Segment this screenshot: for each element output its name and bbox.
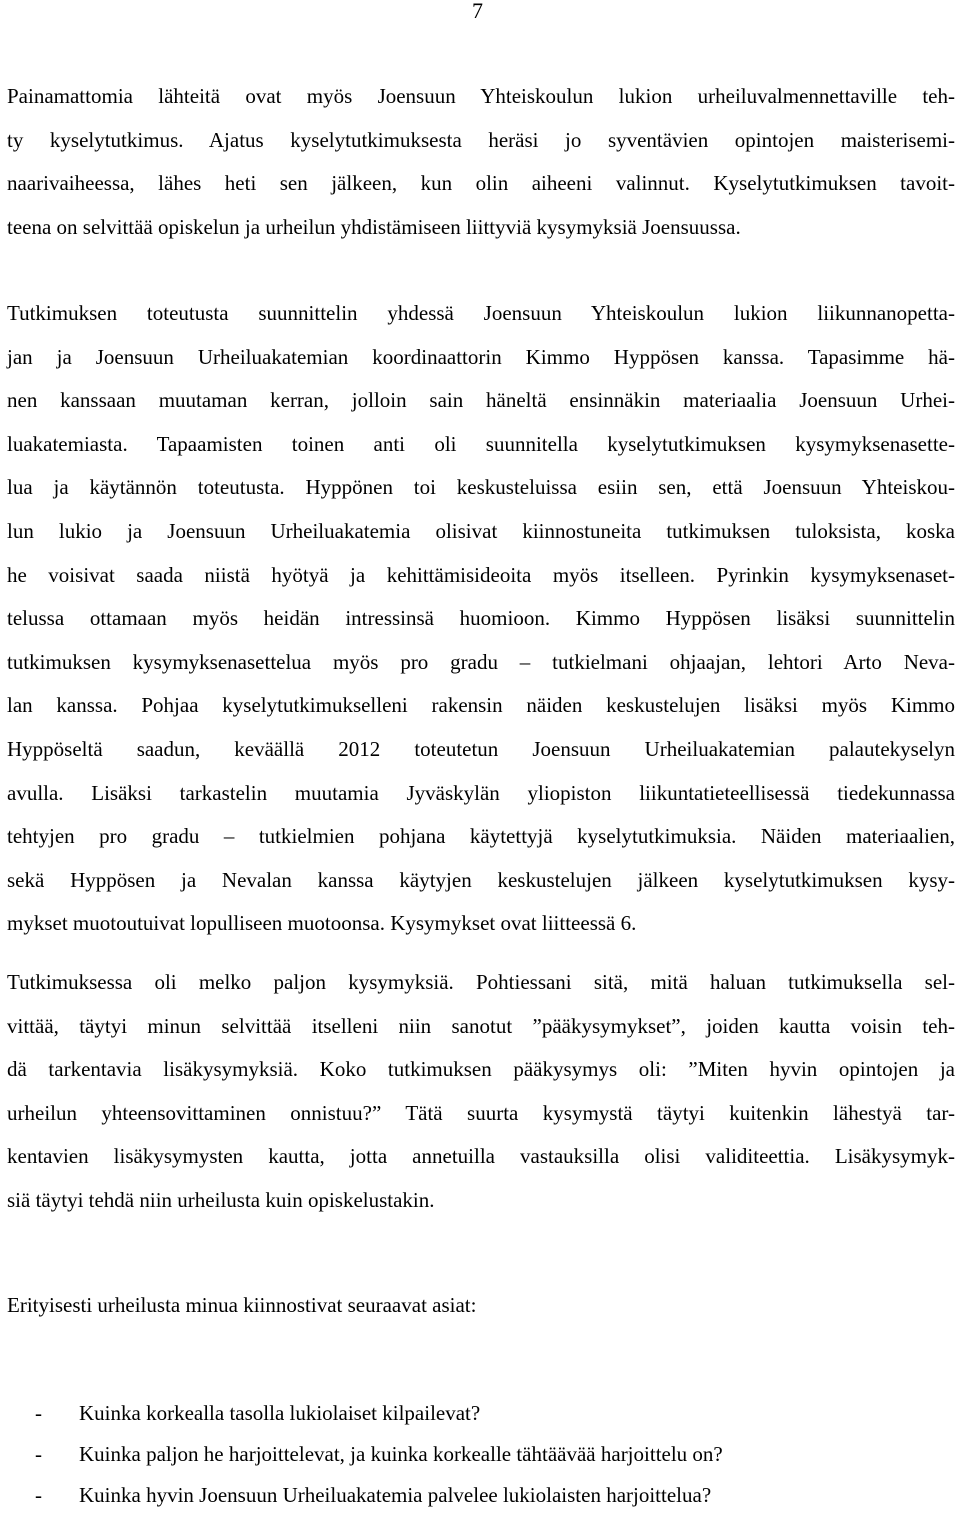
text-line: lan kanssa. Pohjaa kyselytutkimukselleni rakensin näiden keskustelujen lisäksi myös Kimmo	[7, 693, 955, 718]
bullet-list	[7, 1393, 955, 1516]
text-line: luakatemiasta. Tapaamisten toinen anti oli suunnitella kyselytutkimuksen kysymyksenasette-	[7, 431, 955, 456]
paragraph-1	[7, 75, 955, 249]
page-number: 7	[472, 0, 483, 23]
text-line: Painamattomia lähteitä ovat myös Joensuun Yhteiskoulun lukion urheiluvalmennettaville teh-	[7, 84, 955, 108]
text-line: kentavien lisäkysymysten kautta, jotta annetuilla vastauksilla olisi validiteettia. Lisäkysymyk-	[7, 1144, 955, 1169]
text-line: ty kyselytutkimus. Ajatus kyselytutkimuksesta heräsi jo syventävien opintojen maisterisemi-	[7, 127, 955, 152]
text-line: teena on selvittää opiskelun ja urheilun yhdistämiseen liittyviä kysymyksiä Joensuussa.	[7, 214, 741, 239]
text-line: telussa ottamaan myös heidän intressinsä huomioon. Kimmo Hyppösen lisäksi suunnittelin	[7, 606, 955, 631]
list-marker: -	[35, 1401, 42, 1425]
text-line: dä tarkentavia lisäkysymyksiä. Koko tutkimuksen pääkysymys oli: ”Miten hyvin opintojen ja	[7, 1057, 955, 1082]
text-line: sekä Hyppösen ja Nevalan kanssa käytyjen keskustelujen jälkeen kyselytutkimuksen kysy-	[7, 867, 955, 892]
text-line: Hyppöseltä saadun, keväällä 2012 toteutetun Joensuun Urheiluakatemian palautekyselyn	[7, 736, 955, 761]
text-line: avulla. Lisäksi tarkastelin muutamia Jyväskylän yliopiston liikuntatieteellisessä tiedekunnassa	[7, 780, 955, 805]
list-item-text: Kuinka paljon he harjoittelevat, ja kuinka korkealle tähtäävää harjoittelu on?	[79, 1442, 723, 1466]
list-marker: -	[35, 1483, 42, 1507]
paragraph-3	[7, 961, 955, 1223]
text-line: jan ja Joensuun Urheiluakatemian koordinaattorin Kimmo Hyppösen kanssa. Tapasimme hä-	[7, 344, 955, 369]
text-line: tutkimuksen kysymyksenasettelua myös pro gradu – tutkielmani ohjaajan, lehtori Arto Neva-	[7, 649, 955, 674]
list-item	[7, 1434, 955, 1475]
list-item-text: Kuinka korkealla tasolla lukiolaiset kilpailevat?	[79, 1401, 481, 1425]
text-line: Tutkimuksessa oli melko paljon kysymyksiä. Pohtiessani sitä, mitä haluan tutkimuksella sel-	[7, 970, 955, 994]
text-line: siä täytyi tehdä niin urheilusta kuin opiskelustakin.	[7, 1187, 435, 1212]
text-line: urheilun yhteensovittaminen onnistuu?” Tätä suurta kysymystä täytyi kuitenkin lähestyä tar-	[7, 1100, 955, 1125]
text-line: lun lukio ja Joensuun Urheiluakatemia olisivat kiinnostuneita tutkimuksen tuloksista, koska	[7, 518, 955, 543]
text-line: tehtyjen pro gradu – tutkielmien pohjana käytettyjä kyselytutkimuksia. Näiden materiaalien,	[7, 824, 955, 849]
list-item	[7, 1393, 955, 1434]
text-line: mykset muotoutuivat lopulliseen muotoonsa. Kysymykset ovat liitteessä 6.	[7, 911, 637, 936]
text-line: nen kanssaan muutaman kerran, jolloin sain häneltä ensinnäkin materiaalia Joensuun Urhei-	[7, 388, 955, 413]
paragraph-2	[7, 292, 955, 946]
text-line: lua ja käytännön toteutusta. Hyppönen toi keskusteluissa esiin sen, että Joensuun Yhteiskou-	[7, 475, 955, 500]
text-line: naarivaiheessa, lähes heti sen jälkeen, kun olin aiheeni valinnut. Kyselytutkimuksen tavoit-	[7, 171, 955, 196]
list-item	[7, 1475, 955, 1516]
text-line: vittää, täytyi minun selvittää itselleni niin sanotut ”pääkysymykset”, joiden kautta voisin teh-	[7, 1013, 955, 1038]
paragraph-4	[7, 1284, 955, 1328]
text-line: Erityisesti urheilusta minua kiinnostivat seuraavat asiat:	[7, 1293, 477, 1317]
list-marker: -	[35, 1442, 42, 1466]
text-line: he voisivat saada niistä hyötyä ja kehittämisideoita myös itselleen. Pyrinkin kysymyksenaset-	[7, 562, 955, 587]
list-item-text: Kuinka hyvin Joensuun Urheiluakatemia palvelee lukiolaisten harjoittelua?	[79, 1483, 712, 1507]
text-line: Tutkimuksen toteutusta suunnittelin yhdessä Joensuun Yhteiskoulun lukion liikunnanopetta-	[7, 301, 955, 325]
